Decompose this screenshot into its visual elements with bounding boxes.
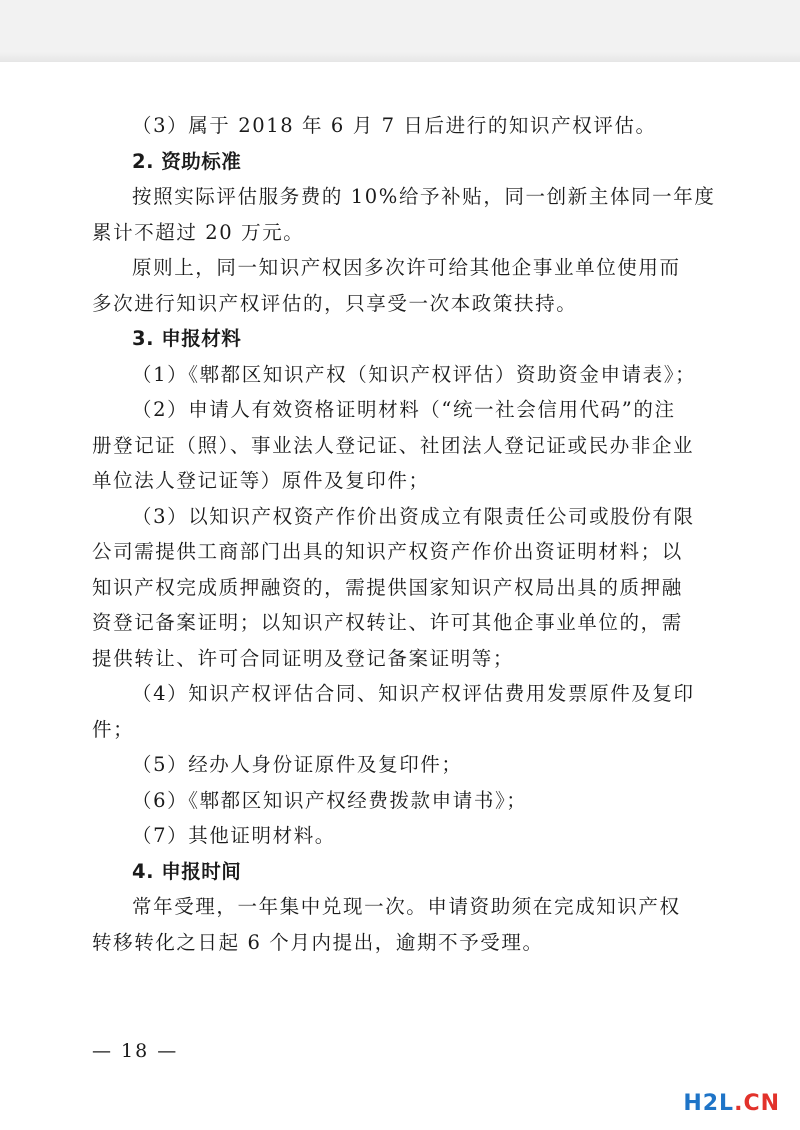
paragraph-line: 常年受理，一年集中兑现一次。申请资助须在完成知识产权 (132, 895, 681, 918)
paragraph-line: 提供转让、许可合同证明及登记备案证明等； (92, 646, 515, 670)
heading-text: 3. 申报材料 (132, 327, 242, 350)
paragraph-line: （6）《郫都区知识产权经费拨款申请书》； (132, 788, 528, 812)
paragraph-line: 按照实际评估服务费的 10%给予补贴，同一创新主体同一年度 (132, 185, 716, 208)
paragraph-line: （7）其他证明材料。 (132, 824, 336, 847)
page-number: — 18 — (92, 1040, 179, 1062)
paragraph (92, 818, 702, 854)
watermark-cn: CN (743, 1091, 780, 1116)
heading-text: 4. 申报时间 (132, 859, 242, 883)
watermark-h: H (683, 1091, 703, 1116)
paragraph (92, 179, 716, 250)
watermark-dot: . (734, 1091, 744, 1116)
paragraph-line: 册登记证（照）、事业法人登记证、社团法人登记证或民办非企业 (92, 433, 695, 457)
site-watermark-logo (683, 1091, 780, 1116)
section-heading (92, 144, 702, 180)
paragraph (92, 108, 702, 144)
paragraph (92, 676, 702, 747)
paragraph (92, 357, 702, 393)
paragraph-line: （1）《郫都区知识产权（知识产权评估）资助资金申请表》； (132, 362, 697, 386)
paragraph-line: （3）属于 2018 年 6 月 7 日后进行的知识产权评估。 (132, 114, 657, 137)
heading-text: 2. 资助标准 (132, 149, 242, 173)
paragraph (92, 392, 702, 499)
paragraph-line: （2）申请人有效资格证明材料（“统一社会信用代码”的注 (132, 398, 676, 421)
section-heading (92, 854, 702, 890)
page-top-edge (0, 52, 800, 62)
paragraph (92, 250, 702, 321)
paragraph-line: 公司需提供工商部门出具的知识产权资产作价出资证明材料；以 (92, 540, 683, 563)
document-body (92, 108, 716, 960)
paragraph (92, 499, 702, 677)
paragraph (92, 783, 702, 819)
paragraph-line: 知识产权完成质押融资的，需提供国家知识产权局出具的质押融 (92, 575, 683, 599)
paragraph-line: 多次进行知识产权评估的，只享受一次本政策扶持。 (92, 291, 578, 315)
watermark-l: L (719, 1091, 735, 1116)
paragraph-line: （4）知识产权评估合同、知识产权评估费用发票原件及复印 (132, 682, 695, 705)
paragraph-line: 单位法人登记证等）原件及复印件； (92, 469, 430, 492)
section-heading (92, 321, 702, 357)
paragraph (92, 889, 702, 960)
paragraph-line: （5）经办人身份证原件及复印件； (132, 753, 463, 776)
paragraph-line: 资登记备案证明；以知识产权转让、许可其他企事业单位的，需 (92, 611, 683, 634)
paragraph-line: 原则上，同一知识产权因多次许可给其他企事业单位使用而 (132, 256, 681, 279)
watermark-2: 2 (702, 1091, 720, 1116)
paragraph-line: （3）以知识产权资产作价出资成立有限责任公司或股份有限 (132, 504, 695, 528)
paragraph-line: 累计不超过 20 万元。 (92, 220, 305, 244)
paragraph-line: 转移转化之日起 6 个月内提出，逾期不予受理。 (92, 930, 544, 954)
paragraph-line: 件； (92, 717, 135, 741)
paragraph (92, 747, 702, 783)
